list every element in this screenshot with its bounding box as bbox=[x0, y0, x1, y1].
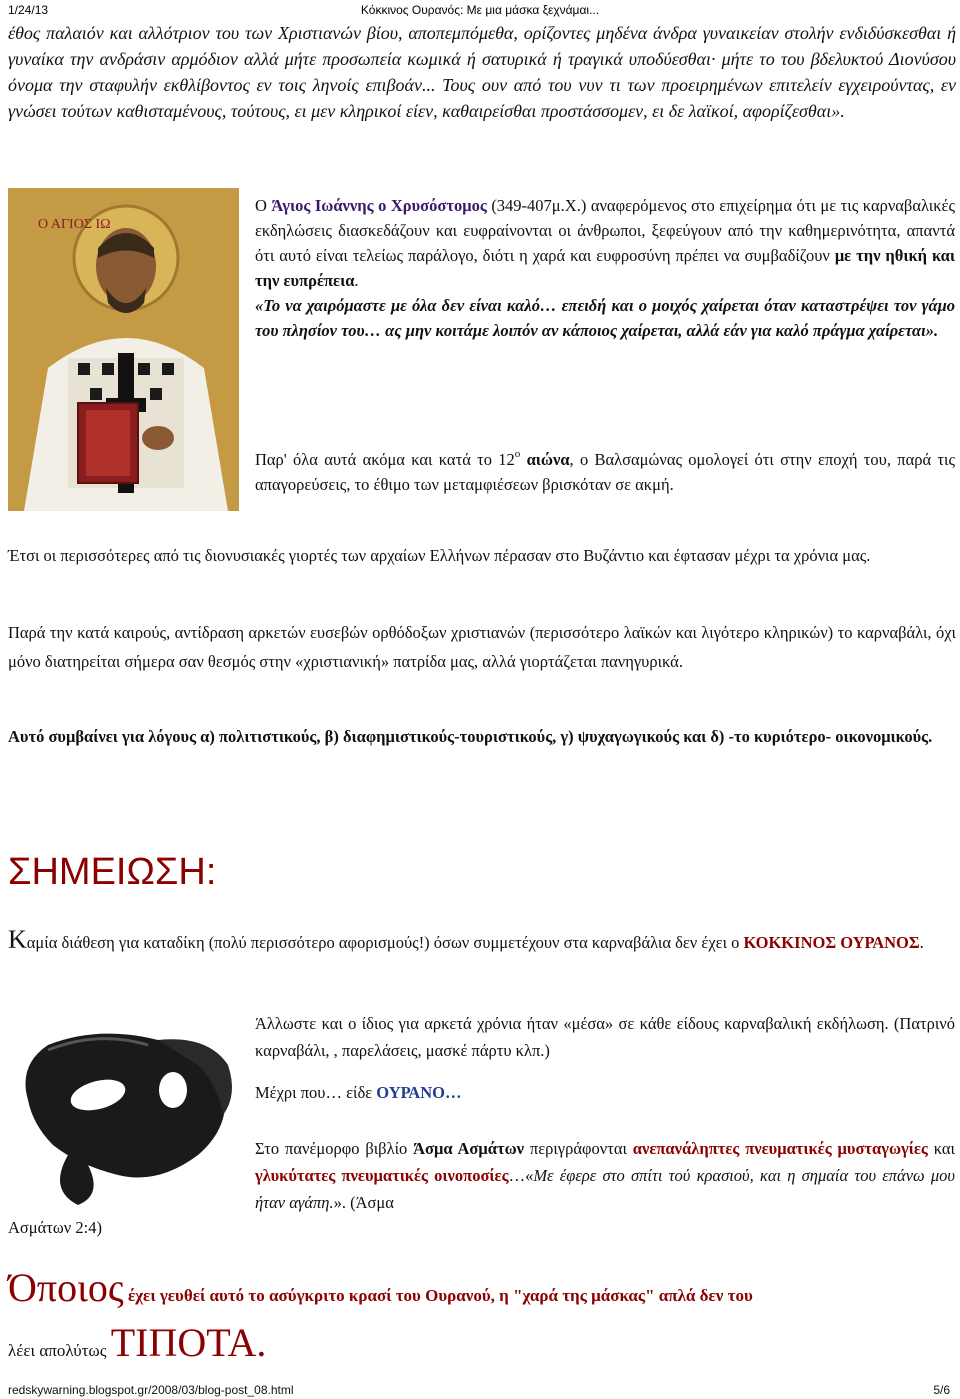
chrysostom-paragraph: Ο Άγιος Ιωάννης ο Χρυσόστομος (349-407μ.Χ.) αναφερόμενος στο επιχείρημα ότι με τις καρναβαλικές εκδηλώσεις διασκεδάζουν και ευφραίνονται οι άνθρωποι, ξεφεύγουν από την καθημερινότητα, απαντά ότι αυτό είναι τελείως παράλογο, διότι η χαρά και ευφροσύνη πρέπει να συμβαδίζουν με την ηθική και την ευπρέπεια. «Το να χαιρόμαστε με όλα δεν είναι καλό… επειδή και ο μοιχός χαίρεται όταν καταστρέψει τον γάμο του πλησίον του… ας μην κοιτάμε λοιπόν αν κάποιος χαίρεται, αλλά εάν για καλό πράγμα χαίρεται». bbox=[255, 196, 955, 340]
paragraph-carnival: Παρά την κατά καιρούς, αντίδραση αρκετών ευσεβών ορθόδοξων χριστιανών (περισσότερο λαϊκών και λιγότερο κληρικών) το καρναβάλι, όχι μόνο διατηρείται σήμερα σαν θεσμός στην «χριστιανική» πατρίδα μας, αλλά γιορτάζεται πανηγυρικά. bbox=[8, 623, 956, 671]
note-heading: ΣΗΜΕΙΩΣΗ: bbox=[8, 851, 217, 893]
carnival-mask-image bbox=[8, 1005, 244, 1210]
page-footer bbox=[0, 1382, 960, 1399]
paragraph-song-of-songs: Στο πανέμορφο βιβλίο Άσμα Ασμάτων περιγράφονται ανεπανάληπτες πνευματικές μυσταγωγίες και γλυκύτατες πνευματικές οινοποσίες…«Με έφερε στο σπίτι τού κρασιού, και η σημαία του επάνω μου ήταν αγάπη.». (Άσμα bbox=[255, 1139, 955, 1212]
paragraph-participation: Άλλωστε και ο ίδιος για αρκετά χρόνια ήταν «μέσα» σε κάθε είδους καρναβαλική εκδήλωση. (Πατρινό καρναβάλι, , παρελάσεις, μασκέ πάρτυ κλπ.) bbox=[255, 1014, 955, 1060]
canon-quote: έθος παλαιόν και αλλότριον του των Χριστιανών βίου, αποπεμπόμεθα, ορίζοντες μηδένα άνδρα γυναικείαν στολήν ενδιδύσκεσθαι ή γυναίκα την ανδράσιν αρμόδιον αλλά μήτε προσωπεία κωμικά ή σατυρικά ή τραγικά υποδύεσθαι· μήτε το του βδελυκτού Διονύσου όνομα την σταφυλήν εκθλίβοντος εν τοις ληνοίς επιβοάν... Τους ουν από του νυν τι των προειρημένων επιτελείν εγχειρούντας, εν γνώσει τούτων καθισταμένους, τούτους, ει μεν κληρικοί είεν, καθαιρείσθαι προστάσσομεν, ει δε λαϊκοί, αφορίζεσθαι». bbox=[8, 23, 956, 121]
song-reference: Ασμάτων 2:4) bbox=[8, 1218, 102, 1237]
icon-label-left: Ο ΑΓΙΟΣ ΙΩ bbox=[38, 217, 111, 232]
page-number: 5/6 bbox=[933, 1383, 950, 1397]
paragraph-dionysian: Έτσι οι περισσότερες από τις διονυσιακές γιορτές των αρχαίων Ελλήνων πέρασαν στο Βυζάντιο και έφτασαν μέχρι τα χρόνια μας. bbox=[8, 546, 871, 565]
page-url: redskywarning.blogspot.gr/2008/03/blog-post_08.html bbox=[8, 1383, 294, 1397]
balsamon-paragraph: Παρ' όλα αυτά ακόμα και κατά το $12^o$ αιώνα, ο Βαλσαμώνας ομολογεί ότι στην εποχή του, παρά τις απαγορεύσεις, το έθιμο των μεταμφιέσεων βρισκόταν σε ακμή. bbox=[255, 448, 955, 494]
page-title: Κόκκινος Ουρανός: Με μια μάσκα ξεχνάμαι... bbox=[360, 3, 600, 17]
saint-name: Άγιος Ιωάννης ο Χρυσόστομος bbox=[271, 196, 487, 215]
chrysostom-quote: «Το να χαιρόμαστε με όλα δεν είναι καλό… επειδή και ο μοιχός χαίρεται όταν καταστρέψει τον γάμο του πλησίον του… ας μην κοιτάμε λοιπόν αν κάποιος χαίρεται, αλλά εάν για καλό πράγμα χαίρεται». bbox=[255, 296, 955, 340]
page-header bbox=[0, 0, 960, 20]
note-paragraph: Καμία διάθεση για καταδίκη (πολύ περισσότερο αφορισμούς!) όσων συμμετέχουν στα καρναβάλια δεν έχει ο ΚΟΚΚΙΝΟΣ ΟΥΡΑΝΟΣ. bbox=[8, 925, 924, 954]
print-date: 1/24/13 bbox=[8, 3, 49, 17]
blog-name: ΚΟΚΚΙΝΟΣ ΟΥΡΑΝΟΣ bbox=[743, 933, 920, 952]
paragraph-until: Μέχρι που… είδε ΟΥΡΑΝΟ… bbox=[255, 1083, 462, 1102]
closing-statement: Όποιος έχει γευθεί αυτό το ασύγκριτο κρασί του Ουρανού, η "χαρά της μάσκας" απλά δεν του λέει απολύτως ΤΙΠΟΤΑ. bbox=[8, 1265, 753, 1365]
saint-icon-image bbox=[8, 188, 239, 511]
paragraph-reasons: Αυτό συμβαίνει για λόγους α) πολιτιστικούς, β) διαφημιστικούς-τουριστικούς, γ) ψυχαγωγικούς και δ) -το κυριότερο- οικονομικούς. bbox=[8, 727, 933, 746]
